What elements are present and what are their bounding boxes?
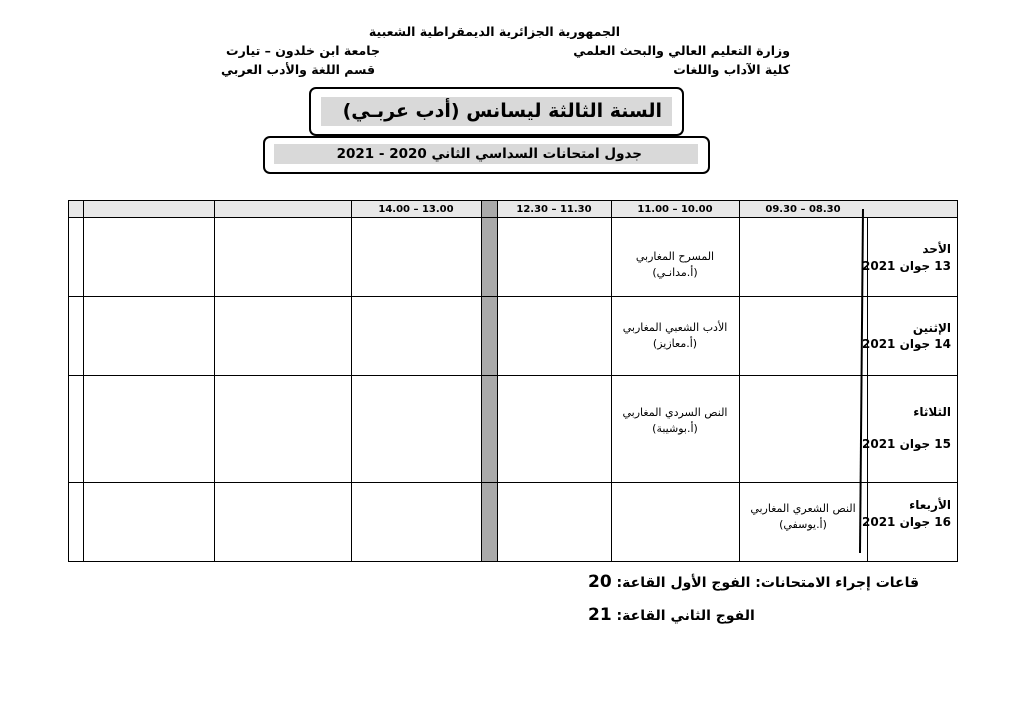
- course-name: الأدب الشعبي المغاربي: [622, 321, 728, 334]
- time-slot-header: [69, 202, 83, 217]
- time-slot-header: 12.30 – 11.30: [516, 204, 592, 215]
- time-slot-header: [214, 202, 351, 217]
- rooms-line-2-room: 21: [588, 605, 612, 625]
- course-name: النص السردي المغاربي: [622, 406, 728, 419]
- time-slot-header: 14.00 – 13.00: [378, 204, 454, 215]
- day-date: 13 جوان 2021: [862, 259, 951, 273]
- break-column: [481, 201, 497, 561]
- department-heading: قسم اللغة والأدب العربي: [221, 62, 375, 77]
- course-name: المسرح المغاربي: [635, 250, 715, 263]
- title-box: [309, 87, 684, 136]
- course-name: النص الشعري المغاربي: [750, 502, 856, 515]
- rooms-line-1-room: 20: [588, 572, 612, 592]
- course-teacher: (أ.معازيز): [652, 337, 698, 350]
- page-title: السنة الثالثة ليسانس (أدب عربـي): [321, 97, 672, 126]
- time-slot-header: 11.00 – 10.00: [637, 204, 713, 215]
- rooms-line-1-label: قاعات إجراء الامتحانات: الفوج الأول القاعة:: [616, 575, 920, 591]
- course-teacher: (أ.يوسفي): [779, 518, 827, 531]
- course-teacher: (أ.بوشيبة): [652, 422, 698, 435]
- course-teacher: (أ.مدانـي): [652, 266, 698, 279]
- day-date: 14 جوان 2021: [862, 337, 951, 351]
- day-name: الإثنين: [912, 321, 951, 335]
- day-date: 15 جوان 2021: [862, 437, 951, 451]
- rooms-line-2-label: الفوج الثاني القاعة:: [616, 608, 755, 624]
- republic-heading: الجمهورية الجزائرية الديمقراطية الشعبية: [368, 24, 620, 39]
- time-slot-header: [83, 202, 214, 217]
- day-date: 16 جوان 2021: [862, 515, 951, 529]
- day-name: الأربعاء: [909, 498, 951, 512]
- rooms-line-2: [588, 605, 755, 625]
- ministry-heading: وزارة التعليم العالي والبحث العلمي: [573, 43, 790, 58]
- page-subtitle: جدول امتحانات السداسي الثاني 2020 - 2021: [274, 144, 698, 164]
- rooms-line-1: [588, 572, 919, 592]
- exam-schedule-table: [68, 200, 958, 562]
- subtitle-box: [263, 136, 710, 174]
- day-name: الثلاثاء: [913, 405, 951, 419]
- university-heading: جامعة ابن خلدون – تيارت: [226, 43, 380, 58]
- faculty-heading: كلية الآداب واللغات: [673, 62, 790, 77]
- day-name: الأحد: [922, 242, 951, 256]
- time-slot-header: 09.30 – 08.30: [765, 204, 841, 215]
